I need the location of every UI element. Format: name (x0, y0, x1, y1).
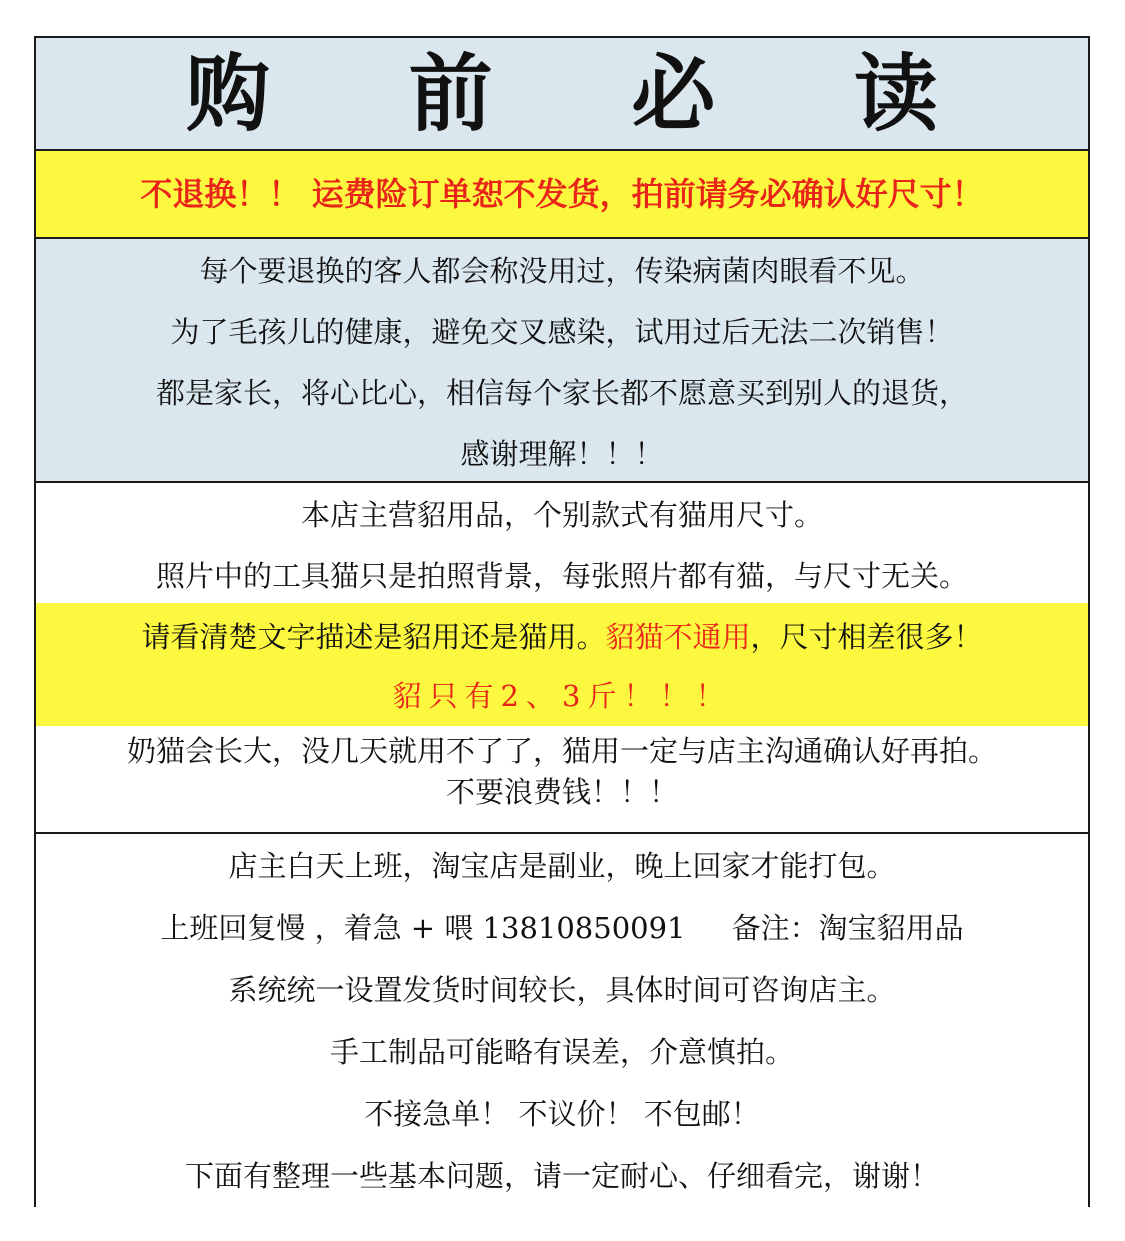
title-char-2: 前 (408, 44, 493, 143)
purchase-notice (34, 36, 1090, 1207)
shop-info-line: 下面有整理一些基本问题，请一定耐心、仔细看完，谢谢！ (184, 1159, 939, 1193)
contact-line: 上班回复慢 ，着急 + 喂 13810850091 备注：淘宝貂用品 (160, 911, 964, 945)
products-section (36, 483, 1088, 603)
kitten-line: 奶猫会长大，没几天就用不了了，猫用一定与店主沟通确认好再拍。 (126, 734, 997, 768)
shop-info-line: 系统统一设置发货时间较长，具体时间可咨询店主。 (228, 973, 896, 1007)
size-notice-section (36, 603, 1088, 726)
hygiene-line: 为了毛孩儿的健康，避免交叉感染，试用过后无法二次销售！ (170, 315, 954, 349)
warning-text: 不退换！！ 运费险订单恕不发货，拍前请务必确认好尺寸！ (140, 175, 984, 213)
products-line: 本店主营貂用品，个别款式有猫用尺寸。 (300, 498, 823, 532)
weight-notice: 貂只有2、3斤！！！ (392, 679, 732, 713)
size-notice-red: 貂猫不通用 (605, 620, 751, 654)
shop-info-section (36, 834, 1088, 1207)
size-notice-line (36, 617, 1088, 657)
title-char-1: 购 (186, 44, 271, 143)
title-char-4: 读 (853, 44, 938, 143)
hygiene-line: 都是家长，将心比心，相信每个家长都不愿意买到别人的退货， (155, 376, 968, 410)
hygiene-line: 每个要退换的客人都会称没用过，传染病菌肉眼看不见。 (199, 254, 925, 288)
kitten-line: 不要浪费钱！！！ (445, 775, 678, 809)
shop-info-line: 手工制品可能略有误差，介意慎拍。 (329, 1035, 794, 1069)
shop-info-line: 店主白天上班，淘宝店是副业，晚上回家才能打包。 (228, 849, 896, 883)
size-notice-suffix: ，尺寸相差很多！ (750, 620, 983, 654)
title-char-3: 必 (631, 44, 716, 143)
products-line: 照片中的工具猫只是拍照背景，每张照片都有猫，与尺寸无关。 (155, 559, 968, 593)
warning-section (36, 151, 1088, 237)
policy-line: 不接急单！ 不议价！ 不包邮！ (364, 1097, 760, 1131)
hygiene-line: 感谢理解！！！ (460, 437, 664, 471)
size-notice-prefix: 请看清楚文字描述是貂用还是猫用。 (141, 620, 606, 654)
hygiene-section (36, 239, 1088, 481)
title-section (36, 38, 1088, 149)
kitten-section (36, 726, 1088, 832)
